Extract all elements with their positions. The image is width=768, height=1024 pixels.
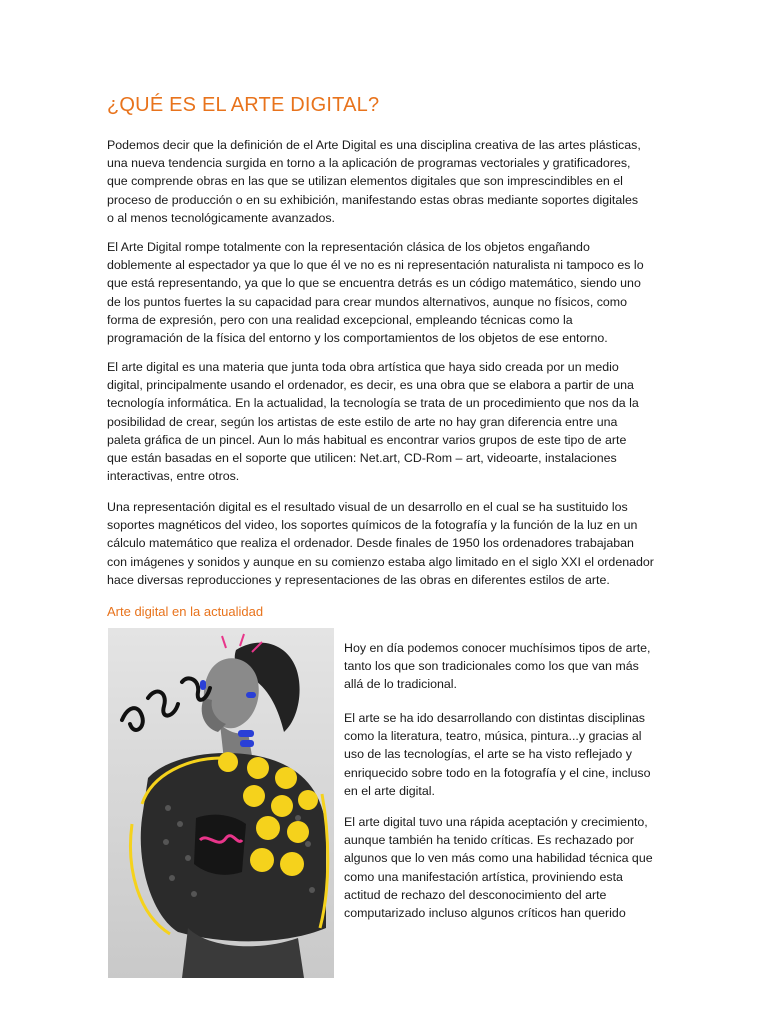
text-line: uso de las tecnologías, el arte se ha visto reflejado y xyxy=(344,747,632,762)
text-line: tecnología informática. En la actualidad, la tecnología se trata de un procedimiento que nos da la xyxy=(107,396,639,411)
text-line: tanto los que son tradicionales como los que van más xyxy=(344,659,639,674)
section-subheading: Arte digital en la actualidad xyxy=(107,604,264,619)
text-line: programación de la física del entorno y los comportamientos de los objetos de ese entorno. xyxy=(107,331,608,346)
side-paragraph-types xyxy=(344,639,674,694)
text-line: en el arte digital. xyxy=(344,783,435,798)
text-line: digital, principalmente usando el ordenador, es decir, es una obra que se elabora a partir de una xyxy=(107,378,634,393)
text-line: aunque también ha tenido críticas. Es rechazado por xyxy=(344,833,634,848)
text-line: como una manifestación artística, proviniendo esta xyxy=(344,869,623,884)
text-line: computarizado incluso algunos críticos han querido xyxy=(344,906,626,921)
text-line: cálculo matemático que realiza el ordenador. Desde finales de 1950 los ordenadores trabajaban xyxy=(107,536,634,551)
text-line: Podemos decir que la definición de el Arte Digital es una disciplina creativa de las artes plásticas, xyxy=(107,138,641,152)
paragraph-digital-medium xyxy=(107,358,663,485)
text-line: forma de expresión, pero con una realidad excepcional, empleando técnicas como la xyxy=(107,312,573,327)
text-line: que está representando, ya que lo que se encuentra detrás es un código matemático, siendo uno xyxy=(107,276,641,291)
text-line: de los puntos fuertes la su capacidad para crear mundos alternativos, aunque no físicos, como xyxy=(107,294,628,309)
text-line: El arte se ha ido desarrollando con distintas disciplinas xyxy=(344,711,645,725)
text-line: hace diversas reproducciones y representaciones de las obras en diferentes estilos de arte. xyxy=(107,572,610,587)
text-line: que comprende obras en las que se utilizan elementos digitales que son imprescindibles en el xyxy=(107,174,623,189)
side-paragraph-criticism xyxy=(344,813,674,922)
text-line: proceso de producción o en su exhibición, manifestando estas obras mediante soportes digitales xyxy=(107,192,639,207)
text-line: enriquecido sobre todo en la fotografía y el cine, incluso xyxy=(344,765,651,780)
text-line: actitud de rechazo del desconocimiento del arte xyxy=(344,887,607,902)
text-line: que están basadas en el soporte que utilicen: Net.art, CD-Rom – art, videoarte, instalaciones xyxy=(107,451,617,466)
shirt-shape xyxy=(194,815,246,875)
text-line: soportes magnéticos del video, los soportes químicos de la fotografía y la función de la luz en un xyxy=(107,518,638,533)
text-line: posibilidad de crear, según los artistas de este estilo de arte no hay gran diferencia entre una xyxy=(107,414,618,429)
paragraph-representation-digital xyxy=(107,498,663,589)
text-line: con imágenes y sonidos y aunque en su comienzo estaba algo limitado en el siglo XXI el ordenador xyxy=(107,554,654,569)
text-line: Una representación digital es el resultado visual de un desarrollo en el cual se ha sustituido los xyxy=(107,500,628,514)
text-line: como la literatura, teatro, música, pintura...y gracias al xyxy=(344,729,642,744)
page-title: ¿QUÉ ES EL ARTE DIGITAL? xyxy=(107,94,380,116)
text-line: paleta gráfica de un pincel. Aun lo más habitual es encontrar varios grupos de este tipo de arte xyxy=(107,432,627,447)
text-line: Hoy en día podemos conocer muchísimos tipos de arte, xyxy=(344,641,651,655)
text-line: algunos que lo ven más como una habilidad técnica que xyxy=(344,851,653,866)
text-line: allá de lo tradicional. xyxy=(344,677,457,692)
artwork-figure xyxy=(108,628,334,978)
text-line: El Arte Digital rompe totalmente con la representación clásica de los objetos engañando xyxy=(107,240,590,254)
artwork-illustration xyxy=(108,628,334,978)
text-line: una nueva tendencia surgida en torno a la aplicación de programas vectoriales y gratificadores, xyxy=(107,156,631,171)
text-line: interactivas, entre otros. xyxy=(107,469,240,484)
text-line: doblemente al espectador ya que lo que él ve no es ni representación naturalista ni tampoco es lo xyxy=(107,258,644,273)
text-line: o al menos tecnológicamente avanzados. xyxy=(107,210,335,225)
paragraph-representation xyxy=(107,238,663,347)
side-paragraph-disciplines xyxy=(344,709,674,800)
text-line: El arte digital es una materia que junta toda obra artística que haya sido creada por un medio xyxy=(107,360,619,374)
paragraph-definition xyxy=(107,136,663,227)
text-line: El arte digital tuvo una rápida aceptación y crecimiento, xyxy=(344,815,648,829)
